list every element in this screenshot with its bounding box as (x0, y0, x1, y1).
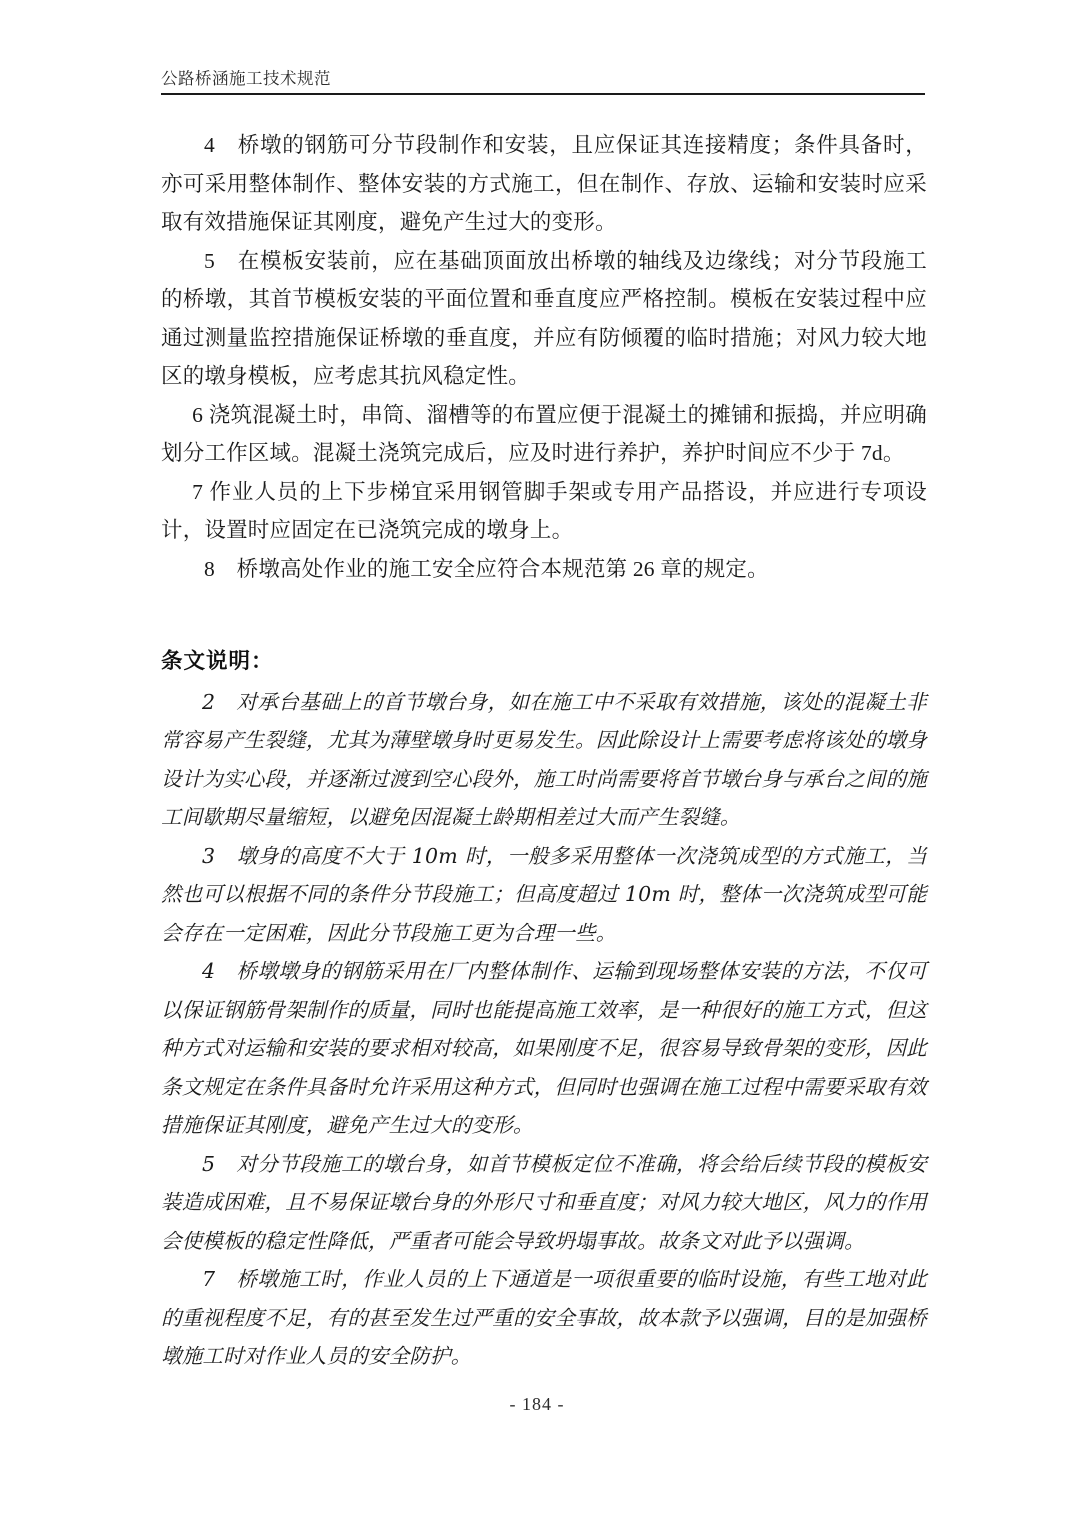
clause-item: 7 作业人员的上下步梯宜采用钢管脚手架或专用产品搭设，并应进行专项设计，设置时应固定在已浇筑完成的墩身上。 (161, 479, 927, 542)
explanation-item: 2 对承台基础上的首节墩台身，如在施工中不采取有效措施，该处的混凝土非常容易产生裂缝，尤其为薄壁墩身时更易发生。因此除设计上需要考虑将该处的墩身设计为实心段，并逐渐过渡到空心段外，施工时尚需要将首节墩台身与承台之间的施工间歇期尽量缩短，以避免因混凝土龄期相差过大而产生裂缝。 (161, 689, 927, 829)
explanation-heading: 条文说明： (161, 649, 274, 673)
explanation-item: 3 墩身的高度不大于 10m 时，一般多采用整体一次浇筑成型的方式施工，当然也可以根据不同的条件分节段施工；但高度超过 10m 时，整体一次浇筑成型可能会存在一定困难，因此分节段施工更为合理一些。 (161, 843, 927, 945)
clause-item: 5 在模板安装前，应在基础顶面放出桥墩的轴线及边缘线；对分节段施工的桥墩，其首节模板安装的平面位置和垂直度应严格控制。模板在安装过程中应通过测量监控措施保证桥墩的垂直度，并应有防倾覆的临时措施；对风力较大地区的墩身模板，应考虑其抗风稳定性。 (161, 248, 927, 388)
explanation-item: 4 桥墩墩身的钢筋采用在厂内整体制作、运输到现场整体安装的方法，不仅可以保证钢筋骨架制作的质量，同时也能提高施工效率，是一种很好的施工方式，但这种方式对运输和安装的要求相对较高，如果刚度不足，很容易导致骨架的变形，因此条文规定在条件具备时允许采用这种方式，但同时也强调在施工过程中需要采取有效措施保证其刚度，避免产生过大的变形。 (161, 959, 927, 1137)
page-content (161, 126, 927, 1376)
running-header (161, 68, 925, 95)
clause-list (161, 126, 927, 588)
explanation-section (161, 642, 927, 1376)
page-footer (0, 1392, 1074, 1416)
explanation-item: 5 对分节段施工的墩台身，如首节模板定位不准确，将会给后续节段的模板安装造成困难，且不易保证墩台身的外形尺寸和垂直度；对风力较大地区，风力的作用会使模板的稳定性降低，严重者可能会导致坍塌事故。故条文对此予以强调。 (161, 1151, 927, 1253)
page-number: - 184 - (509, 1394, 565, 1414)
header-divider (161, 93, 925, 95)
header-title: 公路桥涵施工技术规范 (161, 69, 331, 88)
clause-item: 6 浇筑混凝土时，串筒、溜槽等的布置应便于混凝土的摊铺和振捣，并应明确划分工作区域。混凝土浇筑完成后，应及时进行养护，养护时间应不少于 7d。 (161, 402, 927, 465)
clause-item: 8 桥墩高处作业的施工安全应符合本规范第 26 章的规定。 (204, 556, 769, 581)
clause-item: 4 桥墩的钢筋可分节段制作和安装，且应保证其连接精度；条件具备时，亦可采用整体制作、整体安装的方式施工，但在制作、存放、运输和安装时应采取有效措施保证其刚度，避免产生过大的变形。 (161, 133, 927, 234)
explanation-item: 7 桥墩施工时，作业人员的上下通道是一项很重要的临时设施，有些工地对此的重视程度不足，有的甚至发生过严重的安全事故，故本款予以强调，目的是加强桥墩施工时对作业人员的安全防护。 (161, 1267, 927, 1368)
